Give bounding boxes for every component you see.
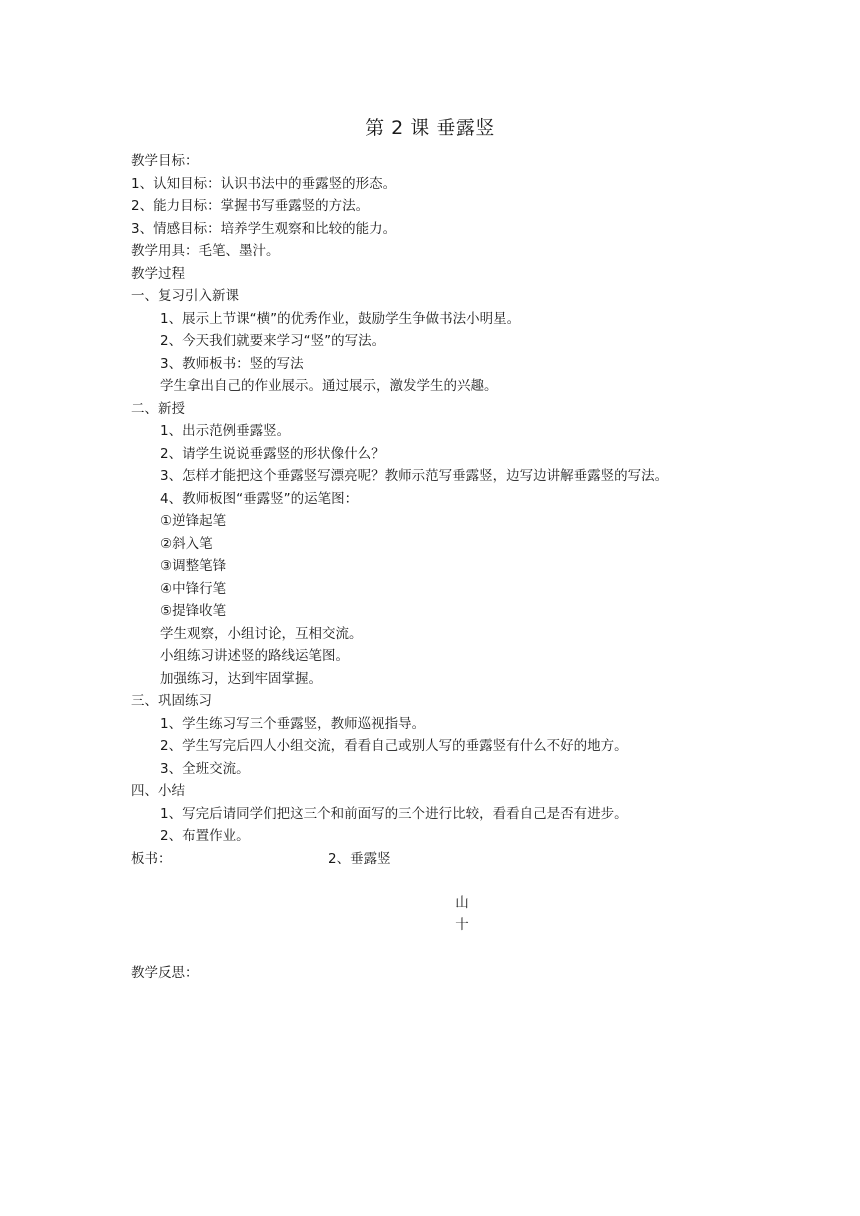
text-line: 2、能力目标：掌握书写垂露竖的方法。 — [131, 198, 370, 214]
text-line: ⑤提锋收笔 — [160, 603, 227, 619]
teaching-reflection-label: 教学反思： — [131, 965, 199, 981]
board-row — [131, 848, 831, 871]
text-line: ④中锋行笔 — [160, 580, 227, 597]
text-line: 2、布置作业。 — [160, 828, 250, 844]
board-heading: 2、垂露竖 — [328, 850, 391, 867]
text-line: 2、学生写完后四人小组交流，看看自己或别人写的垂露竖有什么不好的地方。 — [160, 738, 628, 754]
text-line: 4、教师板图“垂露竖”的运笔图： — [160, 490, 359, 507]
text-line: 1、写完后请同学们把这三个和前面写的三个进行比较，看看自己是否有进步。 — [160, 805, 628, 822]
text-line: 3、情感目标：培养学生观察和比较的能力。 — [131, 220, 397, 237]
text-line: 1、展示上节课“横”的优秀作业，鼓励学生争做书法小明星。 — [160, 310, 521, 327]
text-line: 3、怎样才能把这个垂露竖写漂亮呢？教师示范写垂露竖，边写边讲解垂露竖的写法。 — [160, 468, 669, 484]
text-line: 2、今天我们就要来学习“竖”的写法。 — [160, 333, 386, 349]
text-line: 教学目标： — [131, 153, 199, 169]
text-line: 加强练习，达到牢固掌握。 — [160, 670, 322, 687]
text-line: ②斜入笔 — [160, 535, 213, 552]
text-line: ③调整笔锋 — [160, 558, 227, 574]
text-line: ①逆锋起笔 — [160, 513, 227, 529]
text-line: 四、小结 — [131, 783, 185, 799]
text-line: 1、认知目标：认识书法中的垂露竖的形态。 — [131, 175, 397, 192]
text-line: 1、出示范例垂露竖。 — [160, 423, 291, 439]
lesson-title: 第 2 课 垂露竖 — [365, 117, 495, 139]
text-line: 教学过程 — [131, 265, 185, 282]
text-line: 学生观察，小组讨论，互相交流。 — [160, 625, 363, 642]
text-line: 三、巩固练习 — [131, 693, 212, 709]
text-line: 教学用具：毛笔、墨汁。 — [131, 243, 280, 259]
text-line: 二、新授 — [131, 400, 185, 417]
text-line: 3、全班交流。 — [160, 760, 250, 777]
text-line: 1、学生练习写三个垂露竖，教师巡视指导。 — [160, 715, 426, 732]
text-line: 学生拿出自己的作业展示。通过展示，激发学生的兴趣。 — [160, 378, 498, 394]
lesson-body — [131, 150, 831, 870]
board-char-shan: 山 — [455, 895, 469, 911]
text-line: 小组练习讲述竖的路线运笔图。 — [160, 648, 349, 664]
board-char-shi: 十 — [455, 917, 469, 933]
board-label: 板书： — [131, 850, 172, 867]
text-line: 2、请学生说说垂露竖的形状像什么？ — [160, 445, 385, 462]
lesson-lines — [131, 150, 831, 848]
text-line: 一、复习引入新课 — [131, 288, 239, 304]
text-line: 3、教师板书：竖的写法 — [160, 355, 304, 372]
